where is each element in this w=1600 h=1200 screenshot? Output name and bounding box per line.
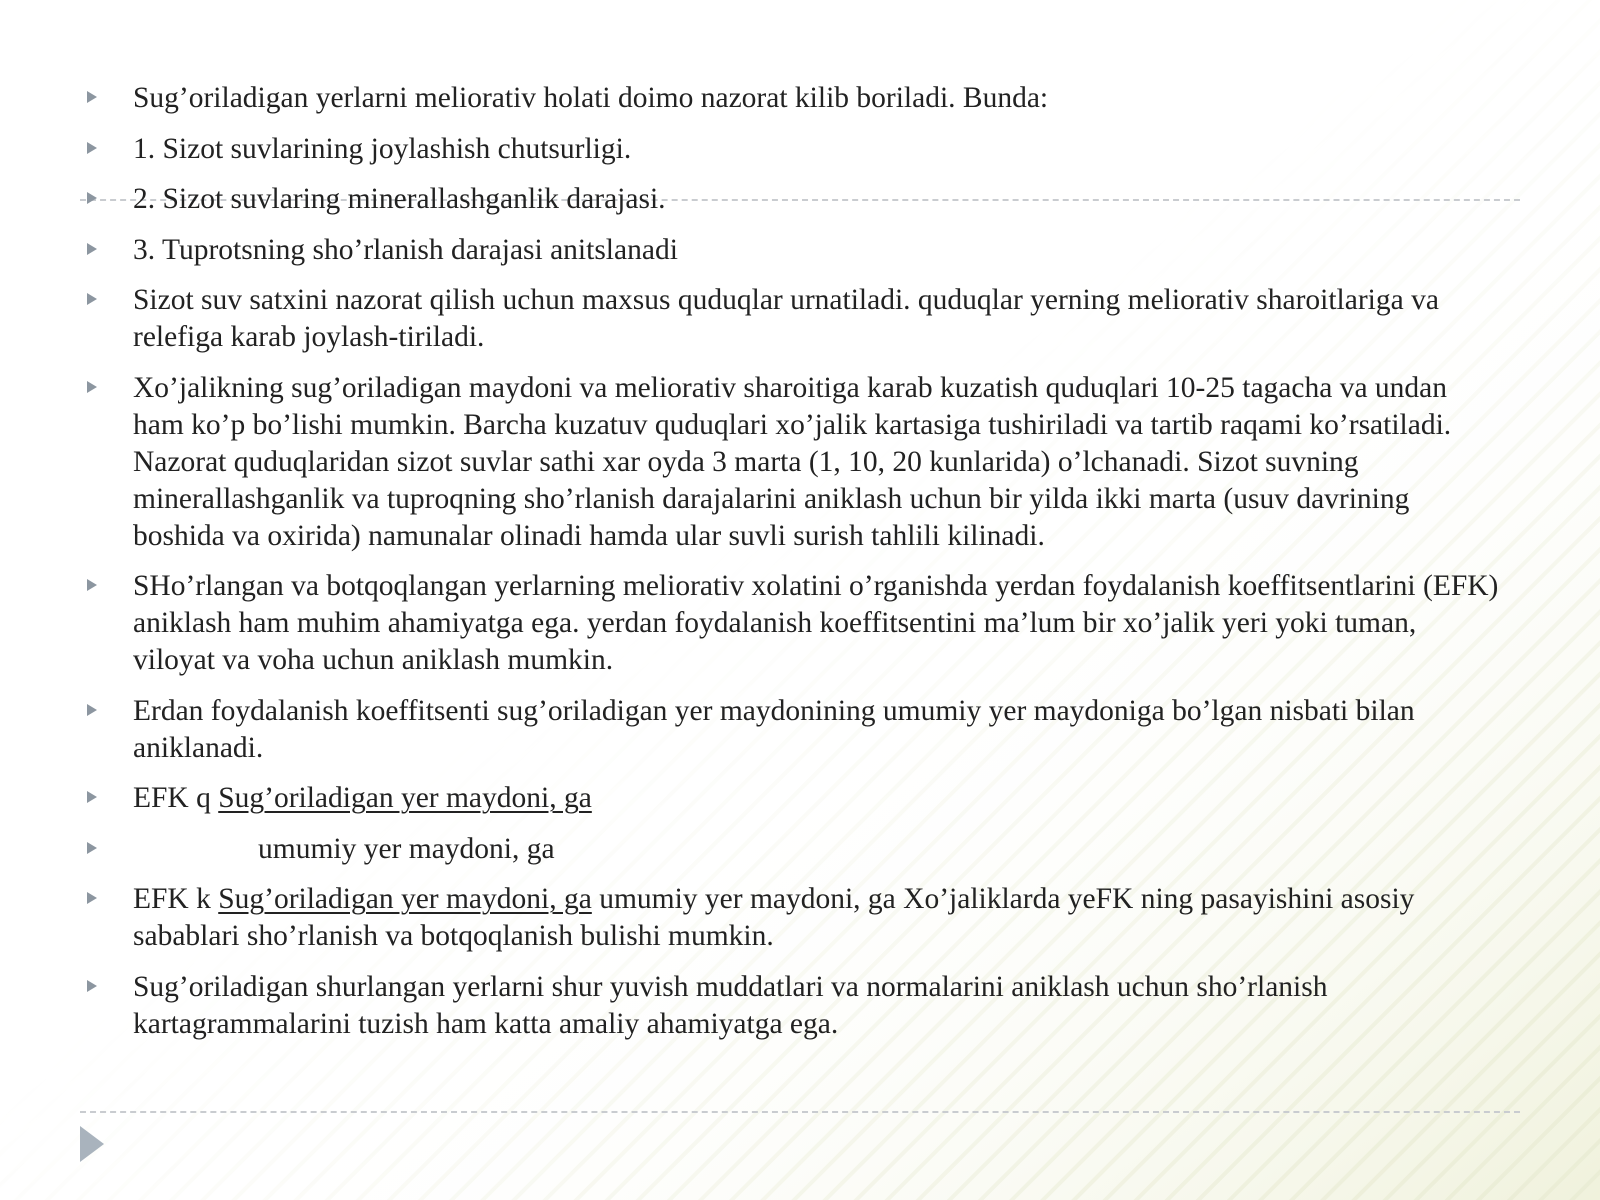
formula-numerator-line — [86, 780, 1500, 817]
list-item-text: umumiy yer maydoni, ga Xo’jaliklarda yeFK ning pasayishini asosiy sabablari sho’rlanish va botqoqlanish bulishi mumkin. — [133, 883, 1415, 952]
triangle-right-icon — [87, 142, 97, 154]
list-item — [86, 282, 1500, 356]
list-item-text: 1. Sizot suvlarining joylashish chutsurligi. — [133, 132, 632, 165]
list-item — [86, 969, 1500, 1043]
bullet-list — [86, 80, 1500, 1056]
list-item-text: 2. Sizot suvlaring minerallashganlik darajasi. — [133, 183, 666, 215]
play-triangle-icon — [80, 1126, 104, 1162]
triangle-right-icon — [87, 243, 97, 255]
triangle-right-icon — [87, 293, 97, 305]
formula-denominator-line — [86, 831, 1500, 868]
list-item — [86, 370, 1500, 555]
divider-bottom — [80, 1111, 1520, 1113]
list-item — [86, 693, 1500, 767]
triangle-right-icon — [87, 791, 97, 803]
formula-prefix: EFK k — [133, 883, 219, 915]
list-item — [86, 881, 1500, 955]
triangle-right-icon — [87, 381, 97, 393]
triangle-right-icon — [87, 91, 97, 103]
triangle-right-icon — [87, 704, 97, 716]
list-item — [86, 80, 1500, 117]
triangle-right-icon — [87, 579, 97, 591]
list-item-text: Sug’oriladigan yerlarni meliorativ holati doimo nazorat kilib boriladi. Bunda: — [133, 82, 1049, 114]
triangle-right-icon — [87, 842, 97, 854]
triangle-right-icon — [87, 192, 97, 204]
list-item-text: 3. Tuprotsning sho’rlanish darajasi anitslanadi — [133, 233, 678, 266]
triangle-right-icon — [87, 892, 97, 904]
list-item-text: Erdan foydalanish koeffitsenti sug’oriladigan yer maydonining umumiy yer maydoniga bo’lgan nisbati bilan aniklanadi. — [133, 694, 1415, 764]
formula-denominator: umumiy yer maydoni, ga — [258, 832, 555, 865]
formula-numerator: Sug’oriladigan yer maydoni, ga — [218, 883, 592, 915]
triangle-right-icon — [87, 980, 97, 992]
list-item — [86, 568, 1500, 679]
list-item — [86, 232, 1500, 269]
list-item-text: Xo’jalikning sug’oriladigan maydoni va meliorativ sharoitiga karab kuzatish quduqlari 10-25 tagacha va undan ham ko’p bo’lishi mumkin. Barcha kuzatuv quduqlari xo’jalik kartasiga tushiriladi va tartib raqami ko’rsatiladi. Nazorat quduqlaridan sizot suvlar sathi xar oyda 3 marta (1, 10, 20 kunlarida) o’lchanadi. Sizot suvning minerallashganlik va tuproqning sho’rlanish darajalarini aniklash uchun bir yilda ikki marta (usuv davrining boshida va oxirida) namunalar olinadi hamda ular suvli surish tahlili kilinadi. — [133, 371, 1452, 552]
list-item-text: Sug’oriladigan shurlangan yerlarni shur yuvish muddatlari va normalarini aniklash uchun sho’rlanish kartagrammalarini tuzish ham katta amaliy ahamiyatga ega. — [133, 970, 1328, 1040]
list-item — [86, 131, 1500, 168]
formula-prefix: EFK q — [133, 782, 219, 814]
list-item-text: SHo’rlangan va botqoqlangan yerlarning meliorativ xolatini o’rganishda yerdan foydalanish koeffitsentlarini (EFK) aniklash ham muhim ahamiyatga ega. yerdan foydalanish koeffitsentini ma’lum bir xo’jalik yeri yoki tuman, viloyat va voha uchun aniklash mumkin. — [133, 570, 1499, 676]
list-item — [86, 181, 1500, 218]
list-item-text: Sizot suv satxini nazorat qilish uchun maxsus quduqlar urnatiladi. quduqlar yerning meliorativ sharoitlariga va relefiga karab joylash-tiriladi. — [133, 284, 1439, 353]
formula-numerator: Sug’oriladigan yer maydoni, ga — [218, 782, 592, 814]
